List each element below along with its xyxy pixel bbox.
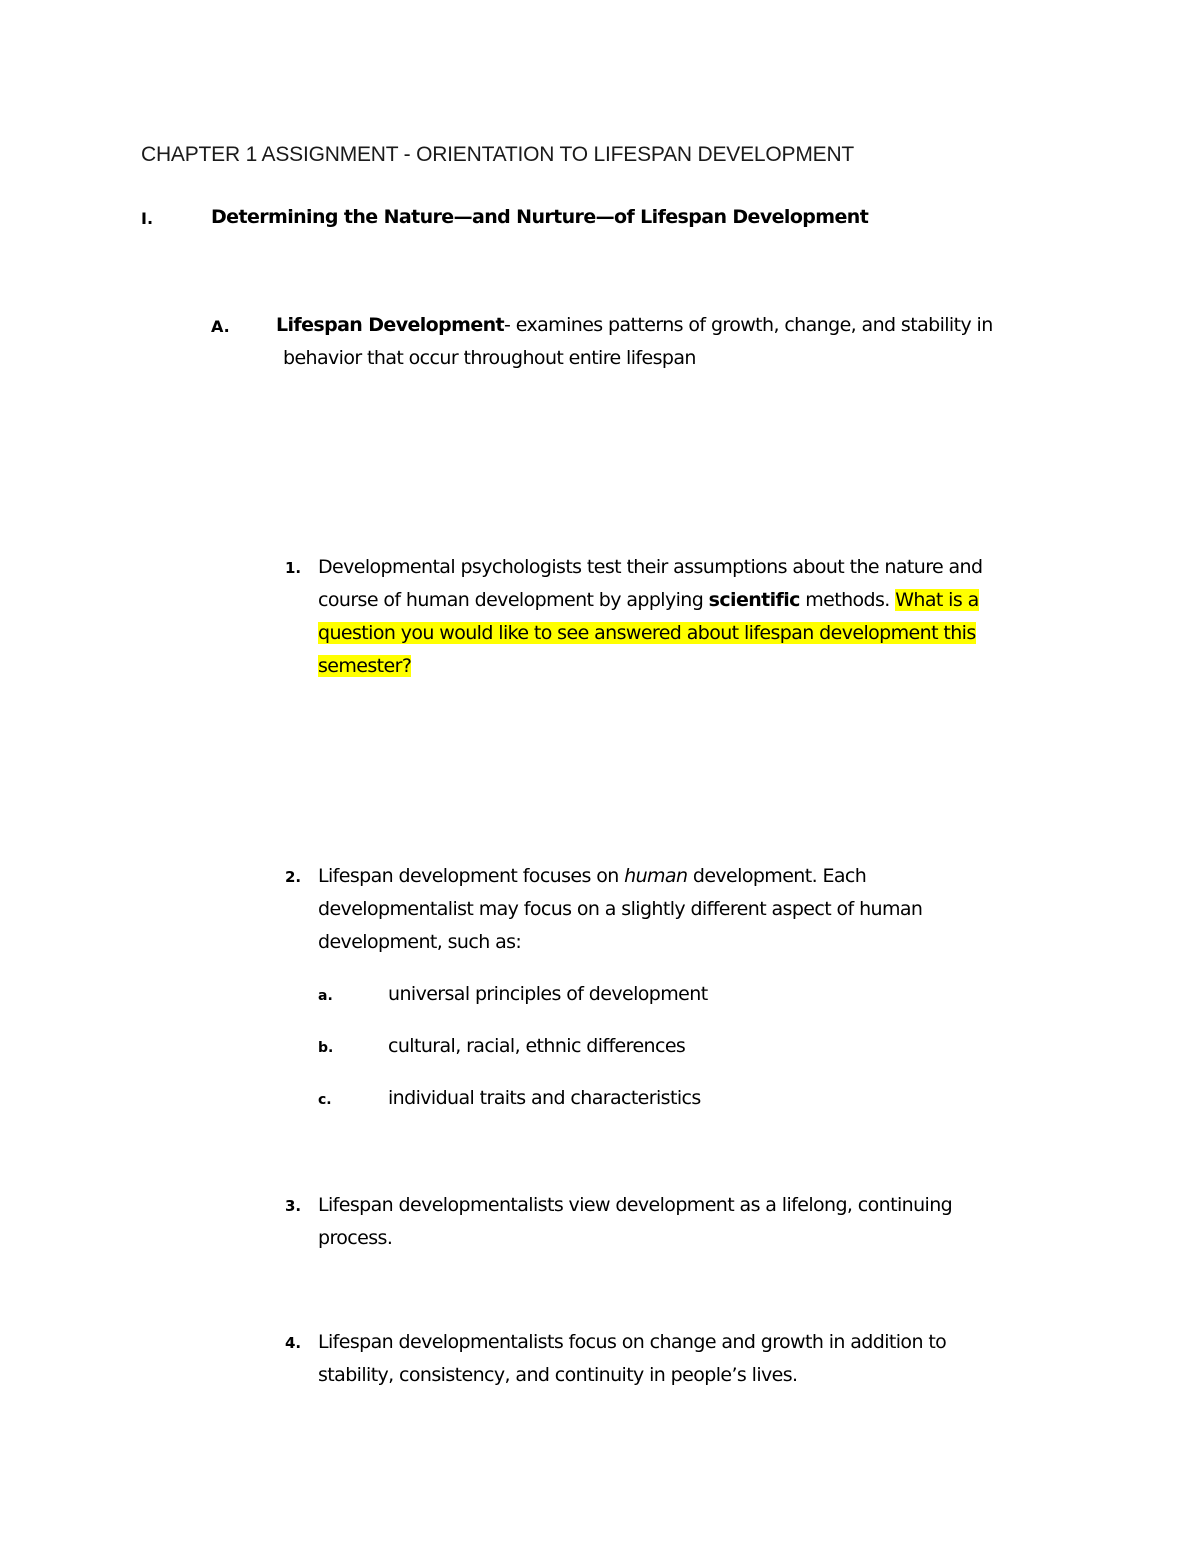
item-1-line4 bbox=[318, 650, 1048, 683]
item-1-line2-pre: course of human development by applying bbox=[318, 589, 709, 611]
item-2-line2: developmentalist may focus on a slightly different aspect of human bbox=[318, 898, 923, 920]
item-2-marker: 2. bbox=[285, 868, 302, 886]
item-3-marker: 3. bbox=[285, 1197, 302, 1215]
subitem-a-text: universal principles of development bbox=[388, 983, 708, 1005]
item-3-line1: Lifespan developmentalists view development as a lifelong, continuing bbox=[318, 1194, 953, 1216]
item-1-line3 bbox=[318, 617, 1048, 650]
section-marker: I. bbox=[141, 209, 154, 228]
item-4-text bbox=[318, 1326, 1048, 1392]
item-3-line2: process. bbox=[318, 1227, 393, 1249]
item-2-line3: development, such as: bbox=[318, 931, 522, 953]
item-1-highlight-part2: question you would like to see answered about lifespan development this bbox=[318, 622, 976, 644]
subitem-b-text: cultural, racial, ethnic differences bbox=[388, 1035, 686, 1057]
subsection-definition-line1 bbox=[276, 309, 993, 342]
item-1-highlight-part3: semester? bbox=[318, 655, 412, 677]
item-4-line2: stability, consistency, and continuity in people’s lives. bbox=[318, 1364, 798, 1386]
subsection-marker: A. bbox=[211, 317, 230, 336]
item-1-line1: Developmental psychologists test their assumptions about the nature and bbox=[318, 556, 983, 578]
subitem-c-text: individual traits and characteristics bbox=[388, 1087, 701, 1109]
subitem-b-marker: b. bbox=[318, 1040, 334, 1056]
item-1-line2-post: methods. bbox=[799, 589, 890, 611]
item-1-marker: 1. bbox=[285, 559, 302, 577]
item-2-line1-pre: Lifespan development focuses on bbox=[318, 865, 625, 887]
subitem-a-marker: a. bbox=[318, 988, 333, 1004]
subitem-c-marker: c. bbox=[318, 1092, 332, 1108]
document-title: CHAPTER 1 ASSIGNMENT - ORIENTATION TO LIFESPAN DEVELOPMENT bbox=[141, 143, 855, 166]
item-2-human: human bbox=[624, 865, 688, 887]
subsection-definition-text: - examines patterns of growth, change, and stability in bbox=[504, 314, 993, 336]
item-2-line1-post: development. Each bbox=[687, 865, 867, 887]
item-4-line1: Lifespan developmentalists focus on change and growth in addition to bbox=[318, 1331, 947, 1353]
section-heading: Determining the Nature—and Nurture—of Lifespan Development bbox=[211, 206, 869, 228]
subsection-term: Lifespan Development bbox=[276, 314, 505, 336]
item-1-text bbox=[318, 551, 1048, 683]
item-4-marker: 4. bbox=[285, 1334, 302, 1352]
item-1-highlight-part1: What is a bbox=[895, 589, 979, 611]
subsection-definition-line2: behavior that occur throughout entire lifespan bbox=[283, 347, 696, 369]
item-1-scientific: scientific bbox=[708, 589, 800, 611]
item-2-line1 bbox=[318, 860, 1048, 893]
item-2-text bbox=[318, 860, 1048, 959]
item-1-line2 bbox=[318, 584, 1048, 617]
item-3-text bbox=[318, 1189, 1048, 1255]
